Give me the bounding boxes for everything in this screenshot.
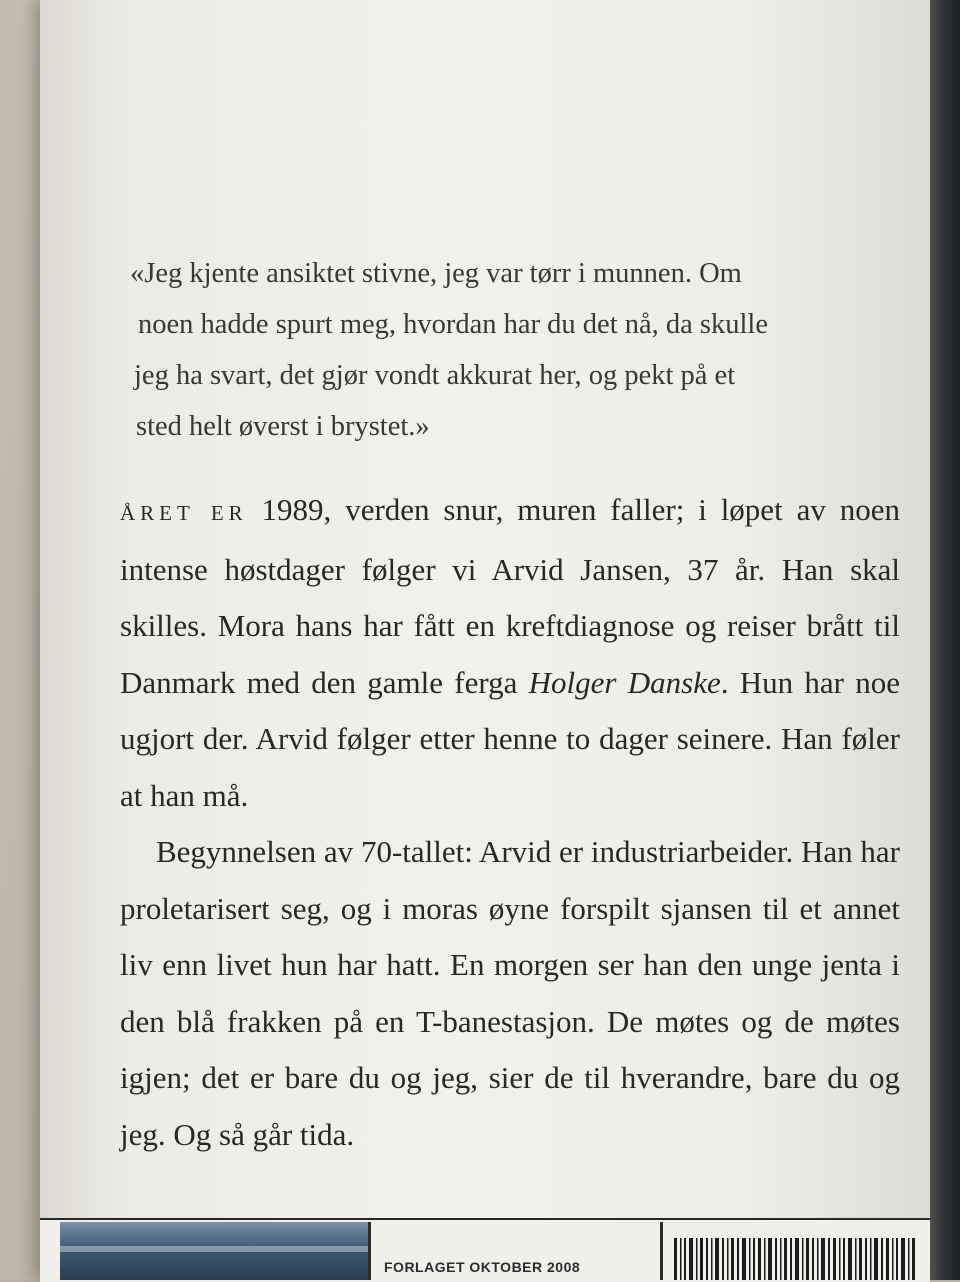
barcode-icon bbox=[672, 1238, 920, 1280]
quote-line: jeg ha svart, det gjør vondt akkurat her, og pekt på et bbox=[134, 360, 736, 391]
blurb-text: . Hun har noe ugjort der. Arvid følger etter henne to dager seinere. Han føler at han må. bbox=[120, 664, 900, 813]
quote-line: sted helt øverst i brystet.» bbox=[136, 411, 430, 442]
blurb-text: 1989, verden snur, muren faller; i løpet av noen intense høstdager følger vi Arvid Jansen, 37 år. Han skal skilles. Mora hans har fått en kreftdiagnose og reiser brått til Danmark med den gamle ferga bbox=[120, 492, 900, 700]
quote-line: noen hadde spurt meg, hvordan har du det nå, da skulle bbox=[138, 309, 768, 340]
ship-name: Holger Danske bbox=[528, 664, 721, 700]
footer-divider bbox=[660, 1222, 663, 1280]
quote-line: «Jeg kjente ansiktet stivne, jeg var tørr i munnen. Om bbox=[130, 258, 742, 289]
blurb-lead: ÅRET ER bbox=[120, 501, 248, 525]
cover-quote bbox=[130, 248, 890, 452]
blurb bbox=[120, 482, 900, 1163]
sea-photo-thumbnail bbox=[60, 1222, 368, 1280]
footer-divider bbox=[368, 1222, 371, 1280]
blurb-paragraph-1 bbox=[120, 482, 900, 824]
publisher-label: FORLAGET OKTOBER 2008 bbox=[384, 1259, 581, 1275]
blurb-paragraph-2: Begynnelsen av 70-tallet: Arvid er industriarbeider. Han har proletarisert seg, og i moras øyne forspilt sjansen til et annet liv enn livet hun har hatt. En morgen ser han den unge jenta i den blå frakken på en T-banestasjon. De møtes og de møtes igjen; det er bare du og jeg, sier de til hverandre, bare du og jeg. Og så går tida. bbox=[120, 834, 900, 1152]
